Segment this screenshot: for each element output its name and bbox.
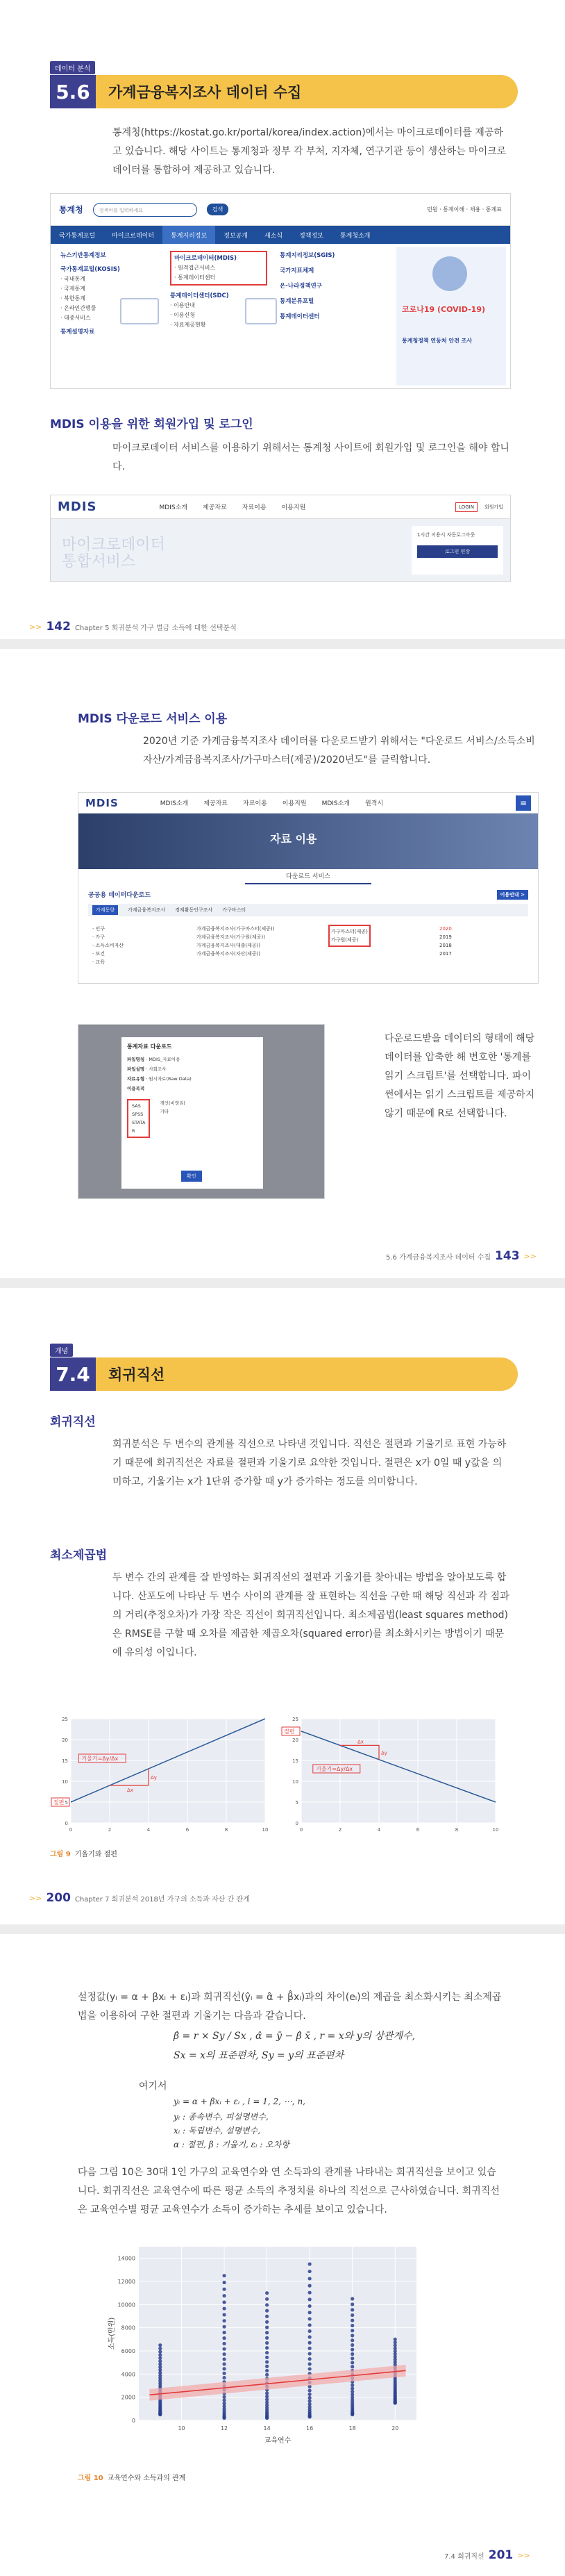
regression-paragraph: 회귀분석은 두 변수의 관계를 직선으로 나타낸 것입니다. 직선은 절편과 기울기로 표현 가능하기 때문에 회귀직선은 자료를 절편과 기울기로 요약한 것입니다. 절편은 x가 0일 때 y값을 의미하고, 기울기는 x가 1단위 증가할 때 y가 증가하는 정도를 의미합니다.	[112, 1439, 507, 1487]
y-tick-label: 20	[292, 1737, 298, 1743]
data-point	[308, 2400, 312, 2403]
corona-subtitle: 통계청정책 연동처 안전 조사	[402, 338, 473, 344]
monitor-icon	[120, 298, 159, 324]
data-point	[351, 2338, 354, 2342]
y-tick-label: 10	[62, 1779, 68, 1785]
menu-item[interactable]: MDIS소개	[321, 800, 351, 807]
data-point	[265, 2360, 269, 2363]
figure-10-caption: 그림 10 교육연수와 소득과의 관계	[78, 2475, 186, 2482]
filter-item[interactable]: 가계금융복지조사	[128, 907, 166, 913]
data-point	[265, 2373, 269, 2377]
y-tick-label: 4000	[121, 2371, 135, 2378]
data-point	[222, 2367, 226, 2370]
data-point	[265, 2346, 269, 2350]
data-point	[351, 2361, 354, 2364]
data-point	[308, 2262, 312, 2265]
data-point	[351, 2387, 354, 2391]
least-squares-paragraph: 두 변수 간의 관계를 잘 반영하는 회귀직선의 절편과 기울기를 찾아내는 방법을 알아보도록 합니다. 산포도에 나타난 두 변수 사이의 관계를 잘 표현하는 직선을 구한 때 해당 직선과 각 점과의 거리(추정오차)가 가장 작은 직선이 회귀직선입니다. 최소제곱법(least squares method)은 RMSE를 구할 때 오차를 제곱한 제곱오차(squared error)를 최소화시키는 방법이기 때문에 유의성 이입니다.	[112, 1572, 509, 1658]
data-point	[351, 2390, 354, 2393]
data-point	[265, 2369, 269, 2372]
menu-item[interactable]: 원격시	[365, 800, 384, 807]
section-tag: 데이터 분석	[50, 61, 95, 74]
virus-icon	[432, 256, 467, 291]
page-142	[0, 0, 565, 639]
data-point	[265, 2336, 269, 2340]
nav-item[interactable]: 마이크로데이터	[112, 232, 155, 240]
data-point	[351, 2343, 354, 2347]
nav-item[interactable]: 정책정보	[299, 232, 323, 240]
formula-std: Sx = x의 표준편차, Sy = y의 표준편차	[174, 2050, 344, 2061]
footer-143: 5.6 가계금융복지조사 데이터 수집 143 >>	[386, 1249, 537, 1263]
delta-x-label: Δx	[127, 1787, 133, 1793]
slope-intercept-chart-right	[280, 1713, 503, 1838]
menu-icon[interactable]: ≡	[516, 795, 531, 811]
radio-option[interactable]: R	[132, 1128, 135, 1134]
def-params: α : 절편, β : 기울기, εᵢ : 오차항	[174, 2140, 289, 2149]
data-point	[308, 2367, 312, 2370]
data-point	[351, 2384, 354, 2387]
kostat-screenshot	[50, 193, 511, 389]
education-income-scatter	[104, 2240, 430, 2448]
data-point	[308, 2341, 312, 2345]
footer-142: >> 142 Chapter 5 회귀분석 가구 별금 소득에 대한 선택분석	[29, 620, 237, 634]
y-tick-label: 5	[295, 1800, 298, 1806]
x-tick-label: 16	[306, 2425, 314, 2431]
y-tick-label: 14000	[117, 2255, 135, 2262]
data-point	[222, 2398, 226, 2402]
filter-item[interactable]: 가구마스터	[222, 907, 246, 913]
data-point	[265, 2309, 269, 2313]
list-right: 가구마스터(제공) 가구원(제공)	[328, 925, 371, 947]
list-mid: 가계금융복지조사(가구마스터(제공)) 가계금융복지조사(가구원(제공)) 가계금융복지조사(대출(제공)) 가계금융복지조사(자산(제공))	[196, 926, 275, 957]
x-tick-label: 14	[263, 2425, 271, 2431]
search-button[interactable]: 검색	[207, 204, 228, 215]
login-link[interactable]: LOGIN	[455, 502, 478, 512]
menu-item[interactable]: MDIS소개	[159, 504, 187, 511]
nav-item[interactable]: 통계청소개	[339, 232, 371, 240]
mdis-screenshot	[50, 495, 511, 582]
data-point	[308, 2352, 312, 2355]
data-point	[308, 2388, 312, 2392]
data-point	[265, 2365, 269, 2368]
figure-10-paragraph: 다음 그림 10은 30대 1인 가구의 교육연수와 연 소득과의 관계를 나타내는 회귀직선을 보이고 있습니다. 회귀직선은 교육연수에 따른 평균 소득의 추정치를 하나의 직선으로 근사하였습니다. 회귀직선은 교육연수별 평균 교육연수가 소득이 증가하는 추세를 보이고 있습니다.	[78, 2167, 500, 2215]
y-tick-label: 6000	[121, 2348, 135, 2354]
y-tick-label: 20	[62, 1737, 68, 1743]
filter-bar	[88, 904, 528, 916]
page-separator	[0, 639, 565, 649]
y-tick-label: 25	[62, 1717, 68, 1722]
data-point	[308, 2347, 312, 2350]
data-point	[265, 2297, 269, 2301]
data-point	[222, 2347, 226, 2351]
data-point	[222, 2288, 226, 2291]
menu-col-3: 통계지리정보(SGIS) 국가지표체계 온-나라정책연구 통계분류포털 통계데이터센터	[280, 252, 335, 320]
x-tick-label: 4	[146, 1827, 151, 1833]
mdis-banner: 마이크로데이터 통합서비스	[62, 536, 165, 570]
y-tick-label: 2000	[121, 2394, 135, 2401]
extend-login-button[interactable]: 로그인 연장	[417, 545, 498, 558]
heading-least-squares: 최소제곱법	[50, 1549, 108, 1562]
data-point	[158, 2343, 162, 2347]
radio-option[interactable]: STATA	[132, 1120, 146, 1125]
data-point	[222, 2274, 226, 2277]
data-point	[308, 2270, 312, 2273]
data-point	[158, 2347, 162, 2350]
y-tick-label: 15	[62, 1758, 68, 1764]
nav-item-active[interactable]: 통계지리정보	[162, 226, 215, 244]
plot-area	[71, 1719, 265, 1823]
data-point	[222, 2357, 226, 2361]
least-squares-intro: 설정값(yᵢ = α + βxᵢ + εᵢ)과 회귀직선(ŷᵢ = α̂ + β̂xᵢ)과의 차이(eᵢ)의 제곱을 최소화시키는 최소제곱법을 이용하여 구한 절편과 기울기는 다음과 같습니다.	[78, 1992, 502, 2022]
data-point	[222, 2325, 226, 2329]
where-label: 여기서	[139, 2081, 167, 2092]
data-point	[265, 2356, 269, 2359]
slope-intercept-chart-left	[50, 1713, 272, 1838]
hero-banner: 자료 이용	[78, 814, 538, 869]
data-point	[351, 2297, 354, 2300]
x-tick-label: 0	[299, 1827, 303, 1833]
data-point	[265, 2341, 269, 2345]
corona-banner[interactable]	[396, 247, 506, 386]
filter-item[interactable]: 경제활동인구조사	[175, 907, 213, 913]
data-point	[308, 2290, 312, 2294]
radio-option[interactable]: 개인(비영리)	[160, 1100, 185, 1106]
page-201	[0, 1934, 565, 2576]
section-title: 가계금융복지조사 데이터 수집	[96, 75, 518, 108]
data-point	[222, 2306, 226, 2310]
list-left: · 인구 · 가구 · 소득소비자산 · 보건 · 교육	[92, 926, 124, 965]
data-point	[308, 2393, 312, 2396]
kostat-logo: 통계청	[59, 205, 83, 215]
menu-item[interactable]: MDIS소개	[160, 800, 189, 807]
data-point	[308, 2335, 312, 2338]
data-point	[308, 2362, 312, 2366]
data-point	[351, 2334, 354, 2337]
data-point	[308, 2297, 312, 2301]
page-separator	[0, 1278, 565, 1288]
section-title: 회귀직선	[96, 1357, 518, 1391]
page-separator	[0, 1924, 565, 1934]
y-tick-label: 8000	[121, 2325, 135, 2331]
intro-paragraph: 통계청(https://kostat.go.kr/portal/korea/index.action)에서는 마이크로데이터를 제공하고 있습니다. 해당 사이트는 통계청과 정부 각 부처, 지자체, 연구기관 등이 생산하는 마이크로데이터를 통합하여 제공하고 있습니다.	[112, 127, 507, 176]
radio-option[interactable]: SAS	[132, 1103, 141, 1109]
data-point	[158, 2359, 162, 2363]
format-options	[127, 1099, 150, 1138]
data-point	[351, 2313, 354, 2317]
heading-mdis-download: MDIS 다운로드 서비스 이용	[78, 712, 228, 726]
data-point	[351, 2319, 354, 2322]
search-input[interactable]: 검색어를 입력하세요	[93, 203, 197, 217]
download-paragraph: 2020년 기준 가계금융복지조사 데이터를 다운로드받기 위해서는 "다운로드 서비스/소득소비자산/가계금융복지조사/가구마스터(제공)/2020년도"를 클릭합니다.	[143, 736, 535, 766]
menu-item[interactable]: 이용지원	[282, 800, 307, 807]
data-point	[158, 2350, 162, 2354]
data-point	[308, 2277, 312, 2280]
mdis-logo: MDIS	[85, 796, 119, 809]
chart-icon	[245, 298, 277, 324]
menu-item[interactable]: 자료이용	[242, 504, 267, 511]
slope-label: 기울기=Δy/Δx	[316, 1766, 353, 1772]
corona-title: 코로나19 (COVID-19)	[402, 305, 486, 314]
x-tick-label: 8	[224, 1827, 228, 1833]
data-point	[308, 2284, 312, 2288]
nav-item[interactable]: 국가통계포털	[59, 232, 96, 240]
data-point	[222, 2342, 226, 2345]
page-143	[0, 649, 565, 1278]
data-point	[222, 2352, 226, 2356]
menu-col-2: 마이크로데이터(MDIS) · 원격접근서비스 · 통계데이터센터 통계데이터센터(SDC) · 이용안내 · 이용신청 · 자료제공현황	[170, 251, 267, 330]
year-list: 2020 2019 2018 2017	[439, 926, 452, 957]
x-tick-label: 20	[391, 2425, 399, 2431]
heading-mdis-login: MDIS 이용을 위한 회원가입 및 로그인	[50, 418, 253, 431]
x-tick-label: 4	[377, 1827, 381, 1833]
y-tick-label: 10	[292, 1779, 298, 1785]
data-point	[351, 2329, 354, 2332]
data-point	[351, 2352, 354, 2356]
data-point	[308, 2323, 312, 2327]
dialog-screenshot	[78, 1024, 325, 1199]
section-header	[50, 75, 518, 108]
kostat-nav	[51, 226, 510, 244]
x-tick-label: 2	[108, 1827, 112, 1833]
y-tick-label: 0	[65, 1821, 68, 1826]
data-point	[265, 2326, 269, 2329]
radio-option[interactable]: SPSS	[132, 1112, 144, 1117]
x-tick-label: 10	[492, 1827, 499, 1833]
data-point	[308, 2357, 312, 2361]
data-point	[222, 2395, 226, 2399]
data-point	[222, 2281, 226, 2284]
data-point	[351, 2302, 354, 2306]
formula-estimates: β̂ = r × Sy / Sx , α̂ = ȳ − β̂ x̄ , r = x와 y의 상관계수,	[174, 2031, 416, 2042]
data-point	[222, 2313, 226, 2316]
data-point	[351, 2356, 354, 2360]
data-point	[265, 2391, 269, 2395]
section-number: 5.6	[50, 75, 96, 108]
y-tick-label: 5	[65, 1800, 68, 1806]
download-dialog: 통계자료 다운로드 파일명칭 · MDIS_자료이용 파일설명 · 사회조사 자료유형 · 원시자료(Raw Data) 이용목적 SAS SPSS STATA R 개인(비영리) 기타 확인	[121, 1037, 263, 1189]
y-tick-label: 15	[292, 1758, 298, 1764]
filter-item[interactable]: 가계동향	[92, 905, 118, 915]
y-tick-label: 0	[295, 1821, 298, 1826]
data-point	[265, 2320, 269, 2324]
nav-item[interactable]: 정보공개	[224, 232, 248, 240]
def-independent: xᵢ : 독립변수, 설명변수,	[174, 2126, 261, 2136]
data-point	[308, 2304, 312, 2308]
section-number: 7.4	[50, 1357, 96, 1391]
top-links[interactable]: 민원 · 통계이해 · 채용 · 통계표	[427, 206, 502, 213]
x-tick-label: 12	[220, 2425, 228, 2431]
section-tag: 개념	[50, 1344, 73, 1357]
radio-option[interactable]: 기타	[160, 1109, 169, 1114]
purpose-options	[160, 1099, 185, 1138]
data-point	[265, 2331, 269, 2334]
mdis-logo: MDIS	[58, 499, 97, 514]
menu-item[interactable]: 제공자료	[202, 504, 227, 511]
data-point	[222, 2376, 226, 2379]
data-point	[222, 2300, 226, 2304]
data-point	[351, 2324, 354, 2327]
model-definition: yᵢ = α + βxᵢ + εᵢ , i = 1, 2, ⋯, n,	[174, 2097, 305, 2106]
data-point	[158, 2353, 162, 2356]
data-point	[394, 2338, 397, 2341]
y-tick-label: 10000	[117, 2302, 135, 2309]
data-point	[222, 2331, 226, 2334]
data-point	[158, 2356, 162, 2360]
guide-button[interactable]: 이용안내 >	[497, 890, 528, 900]
data-point	[222, 2372, 226, 2375]
x-axis-label: 교육연수	[264, 2437, 292, 2445]
panel-title: 공공용 데이터다운로드 이용안내 >	[88, 890, 528, 900]
footer-200: >> 200 Chapter 7 회귀분석 2018년 가구의 소득과 자산 간 관계	[29, 1891, 250, 1905]
def-dependent: yᵢ : 종속변수, 피설명변수,	[174, 2112, 269, 2122]
login-box: 1시간 이용시 자동로그아웃 로그인 연장	[412, 526, 503, 575]
intercept-label: 절편	[284, 1728, 295, 1735]
data-point	[222, 2336, 226, 2340]
x-tick-label: 10	[262, 1827, 269, 1833]
y-axis-label: 소득(만원)	[108, 2317, 116, 2350]
data-point	[308, 2317, 312, 2320]
x-tick-label: 8	[455, 1827, 459, 1833]
section-header	[50, 1357, 518, 1391]
menu-col-1: 뉴스기반통계정보 국가통계포털(KOSIS) · 국내통계 · 국제통계 · 북한통계 · 온라인간행물 · 대중서비스 통계설명자료	[60, 252, 120, 336]
slope-label: 기울기=Δy/Δx	[81, 1756, 119, 1762]
delta-x-label: Δx	[357, 1739, 364, 1745]
data-point	[308, 2311, 312, 2314]
footer-201: 7.4 회귀직선 201 >>	[444, 2548, 530, 2562]
delta-y-label: Δy	[151, 1775, 157, 1781]
x-tick-label: 6	[185, 1827, 189, 1833]
signup-link[interactable]: 회원가입	[484, 504, 503, 510]
data-point	[351, 2365, 354, 2368]
x-tick-label: 10	[178, 2425, 185, 2431]
login-paragraph: 마이크로데이터 서비스를 이용하기 위해서는 통계청 사이트에 회원가입 및 로그인을 해야 합니다.	[112, 443, 509, 472]
data-point	[351, 2348, 354, 2352]
data-point	[265, 2291, 269, 2295]
intercept-label: 절편	[53, 1799, 65, 1806]
data-point	[265, 2303, 269, 2306]
ok-button[interactable]: 확인	[181, 1171, 202, 1182]
data-point	[308, 2396, 312, 2400]
data-point	[222, 2319, 226, 2322]
download-screenshot	[78, 792, 539, 984]
x-tick-label: 2	[338, 1827, 342, 1833]
x-tick-label: 0	[69, 1827, 73, 1833]
page-200	[0, 1288, 565, 1924]
nav-item[interactable]: 새소식	[264, 232, 283, 240]
menu-item[interactable]: 제공자료	[203, 800, 228, 807]
data-point	[265, 2395, 269, 2398]
data-point	[265, 2351, 269, 2354]
data-point	[351, 2308, 354, 2311]
x-tick-label: 18	[348, 2425, 356, 2431]
y-tick-label: 12000	[117, 2279, 135, 2285]
data-point	[222, 2362, 226, 2366]
figure-9-caption: 그림 9 기울기와 절편	[50, 1851, 117, 1858]
side-note: 다운로드받을 데이터의 형태에 해당 데이터를 압축한 해 변호한 '통계를 읽기 스크립트'를 선택합니다. 파이썬에서는 읽기 스크립트를 제공하지 않기 때문에 R로 선택합니다.	[385, 1033, 535, 1119]
data-point	[308, 2329, 312, 2333]
x-tick-label: 6	[416, 1827, 420, 1833]
data-point	[265, 2315, 269, 2318]
data-point	[222, 2294, 226, 2297]
heading-regression-line: 회귀직선	[50, 1415, 96, 1429]
menu-item[interactable]: 자료이용	[243, 800, 267, 807]
breadcrumb-tab[interactable]: 다운로드 서비스	[245, 869, 371, 884]
y-tick-label: 0	[131, 2418, 135, 2424]
delta-y-label: Δy	[381, 1750, 387, 1756]
y-tick-label: 25	[292, 1717, 298, 1722]
menu-item[interactable]: 이용지원	[281, 504, 306, 511]
